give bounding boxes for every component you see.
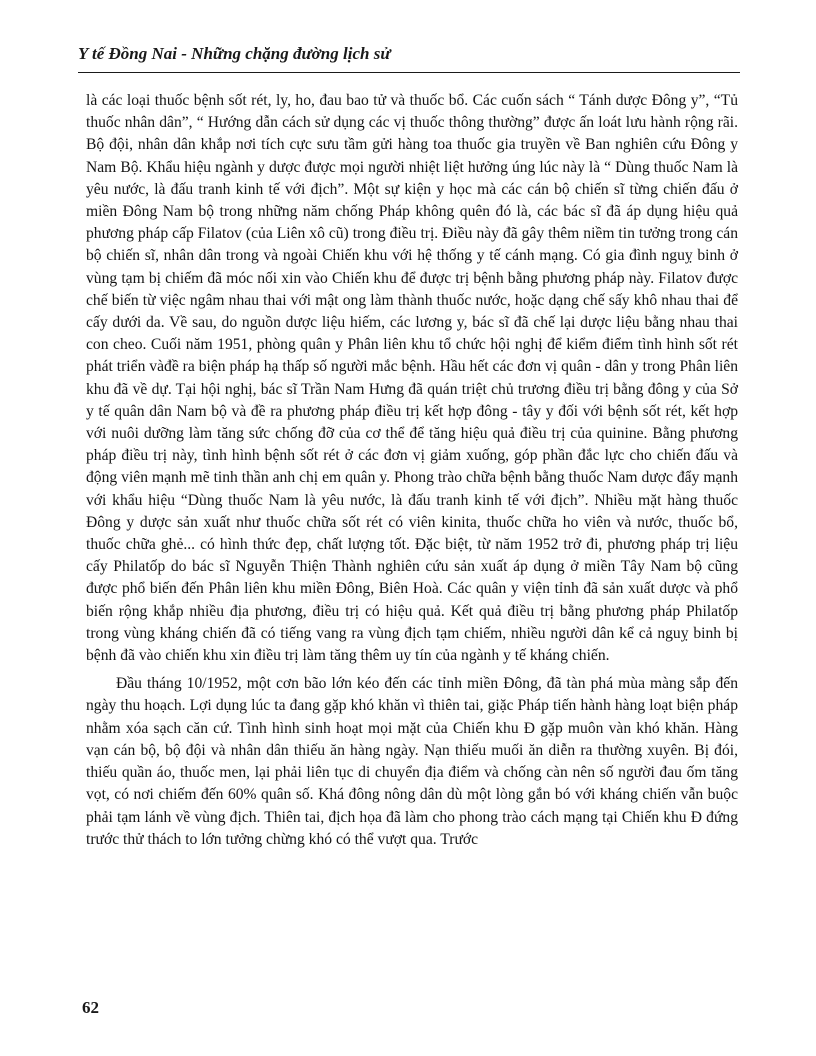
paragraph-continued: là các loại thuốc bệnh sốt rét, ly, ho, đau bao tử và thuốc bổ. Các cuốn sách “ Tánh dược Đông y”, “Tủ thuốc nhân dân”, “ Hướng dẫn cách sử dụng các vị thuốc thông thường” được ấn loát lưu hành rộng rãi. Bộ đội, nhân dân khắp nơi tích cực sưu tầm gửi hàng toa thuốc gia truyền về Ban nghiên cứu Đông y Nam Bộ. Khẩu hiệu ngành y dược được mọi người nhiệt liệt hưởng úng lúc này là “ Dùng thuốc Nam là yêu nước, là đấu tranh kinh tế với địch”. Một sự kiện y học mà các cán bộ chiến sĩ từng chiến đấu ở miền Đông Nam bộ trong những năm chống Pháp không quên đó là, các bác sĩ đã áp dụng hiệu quả phương pháp cấp Filatov (của Liên xô cũ) trong điều trị. Điều này đã gây thêm niềm tin tưởng trong cán bộ chiến sĩ, nhân dân trong và ngoài Chiến khu với hệ thống y tế cánh mạng. Có gia đình nguỵ binh ở vùng tạm bị chiếm đã móc nối xin vào Chiến khu để được trị bệnh bằng phương pháp này. Filatov được chế biến từ việc ngâm nhau thai với mật ong làm thành thuốc nước, hoặc dạng chế sấy khô nhau thai để cấy dưới da. Về sau, do nguồn dược liệu hiếm, các lương y, bác sĩ đã chế lại dược liệu bằng nhau thai con cheo. Cuối năm 1951, phòng quân y Phân liên khu tổ chức hội nghị để kiểm điểm tình hình sốt rét phát triển vàđề ra biện pháp hạ thấp số người mắc bệnh. Hầu hết các đơn vị quân - dân y trong Phân liên khu đã về dự. Tại hội nghị, bác sĩ Trần Nam Hưng đã quán triệt chủ trương điều trị bằng đông y của Sở y tế quân dân Nam bộ và đề ra phương pháp điều trị kết hợp đông - tây y đối với bệnh sốt rét, kết hợp với nuôi dưỡng làm tăng sức chống đỡ của cơ thể để tăng hiệu quả điều trị của quinine. Bằng phương pháp điều trị này, tình hình bệnh sốt rét ở các đơn vị giảm xuống, góp phần đắc lực cho chiến đấu và động viên mạnh mẽ tinh thần anh chị em quân y. Phong trào chữa bệnh bằng thuốc Nam dược đẩy mạnh với khẩu hiệu “Dùng thuốc Nam là yêu nước, là đấu tranh kinh tế với địch”. Nhiều mặt hàng thuốc Đông y dược sản xuất như thuốc chữa sốt rét có viên kinita, thuốc chữa ho viên và nước, thuốc bổ, thuốc chữa ghẻ... có hình thức đẹp, chất lượng tốt. Đặc biệt, từ năm 1952 trở đi, phương pháp trị liệu cấy Philatốp do bác sĩ Nguyễn Thiện Thành nghiên cứu sản xuất áp dụng ở miền Tây Nam bộ cũng được phổ biến đến Phân liên khu miền Đông, Biên Hoà. Các quân y viện tỉnh đã sản xuất dược và phổ biến rộng khắp nhiều địa phương, điều trị có hiệu quả. Kết quả điều trị bằng phương pháp Philatốp trong vùng kháng chiến đã có tiếng vang ra vùng địch tạm chiếm, nhiều người dân kể cả nguỵ binh bị bệnh đã vào chiến khu xin điều trị làm tăng thêm uy tín của ngành y tế kháng chiến. <box>86 92 738 665</box>
paragraph: Đầu tháng 10/1952, một cơn bão lớn kéo đến các tỉnh miền Đông, đã tàn phá mùa màng sắp đến ngày thu hoạch. Lợi dụng lúc ta đang gặp khó khăn vì thiên tai, giặc Pháp tiến hành hàng loạt biện pháp nhằm xóa sạch căn cứ. Tình hình sinh hoạt mọi mặt của Chiến khu Đ gặp muôn vàn khó khăn. Hàng vạn cán bộ, bộ đội và nhân dân thiếu ăn hàng ngày. Nạn thiếu muối ăn diễn ra thường xuyên. Bị đói, thiếu quần áo, thuốc men, lại phải liên tục di chuyển địa điểm và chống càn nên số người đau ốm tăng vọt, có nơi chiếm đến 60% quân số. Khá đông nông dân dù một lòng gắn bó với kháng chiến vẫn buộc phải tạm lánh về vùng địch. Thiên tai, địch họa đã làm cho phong trào cách mạng tại Chiến khu Đ đứng trước thử thách to lớn tưởng chừng khó có thể vượt qua. Trước <box>86 675 738 848</box>
header-rule <box>78 72 740 73</box>
page-number: 62 <box>82 998 99 1017</box>
body-text <box>86 90 738 851</box>
running-head-title: Y tế Đồng Nai - Những chặng đường lịch sử <box>78 44 391 63</box>
